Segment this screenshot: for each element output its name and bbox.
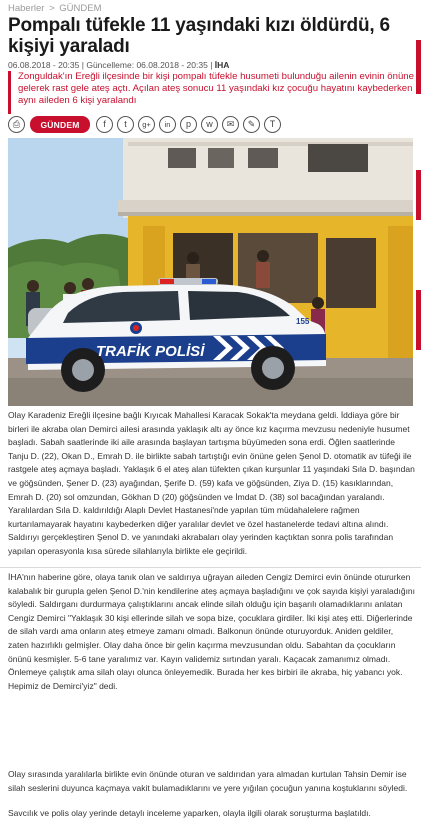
breadcrumb-category-link[interactable]: GÜNDEM xyxy=(59,3,102,14)
meta-separator: | xyxy=(210,60,213,70)
breadcrumb-home-link[interactable]: Haberler xyxy=(8,3,45,14)
article-meta xyxy=(8,60,229,70)
email-icon[interactable]: ✉ xyxy=(222,116,239,133)
twitter-icon[interactable]: t xyxy=(117,116,134,133)
comment-icon[interactable]: ✎ xyxy=(243,116,260,133)
updated-date: 06.08.2018 - 20:35 xyxy=(136,60,208,70)
police-car-number: 155 xyxy=(296,317,310,326)
pinterest-icon[interactable]: p xyxy=(180,116,197,133)
meta-separator: | xyxy=(81,60,84,70)
side-ad-strip[interactable] xyxy=(416,40,421,94)
article-photo xyxy=(8,138,413,406)
category-badge[interactable]: GÜNDEM xyxy=(30,116,90,133)
side-ad-strip[interactable] xyxy=(416,170,421,220)
breadcrumb xyxy=(8,3,102,14)
published-date: 06.08.2018 - 20:35 xyxy=(8,60,80,70)
breadcrumb-separator: > xyxy=(49,3,55,14)
side-ad-strip[interactable] xyxy=(416,290,421,350)
article-paragraph: Olay Karadeniz Ereğli ilçesine bağlı Kıyıcak Mahallesi Karacak Sokak'ta meydana geldi. İddiaya göre bir birleri ile akraba olan Demirci ailesi arasında yaklaşık altı ay önce kız kaçırma mevzusu nedeniyle husumet başladı. Sabah saatlerinde iki aile arasında başlayan tartışma büyümeden sona erdi. Öğlen saatlerinde Tanju D. (22), Okan D., Emrah D. ile birlikte sabah tartıştığı evin önüne gelen Şenol D. otomatik av tüfeği ile rastgele ateş açmaya başladı. Yaklaşık 6 el ateş alan tüfekten çıkan kurşunlar 11 yaşındaki Sıla D. başından ve göğsünden, Şener D. (23) ayağından, Şerife D. (59) kafa ve göğsünden, Ziya D. (15) kasıklarından, Emrah D. (20) sol omzundan, Gökhan D (20) göğsünden ve İmdat D. (38) sol bacağından yaralandı. Yaralılardan Sıla D. kaldırıldığı Alaplı Devlet Hastanesi'nde yapılan tüm müdahalelere rağmen kurtarılamayarak hayatını kaybederken diğer yaralılar devlet ve özel hastanelerde tedavi altına alındı. Saldırıyı gerçekleştiren Şenol D. ve yanındaki akrabaları olay yerinden kaçtıktan sonra polis tarafından yapılan operasyonla kısa sürede silahlarıyla birlikte ele geçirildi. xyxy=(8,410,415,556)
updated-label: Güncelleme: xyxy=(86,60,135,70)
google-plus-icon[interactable]: g+ xyxy=(138,116,155,133)
facebook-icon[interactable]: f xyxy=(96,116,113,133)
article-paragraph: İHA'nın haberine göre, olaya tanık olan ve saldırıya uğrayan aileden Cengiz Demirci evin önünde otururken kalabalık bir gurupla gelen Şenol D.'nin kendilerine ateş açmaya başladığını ve çok sayıda kişiyi yaraladığını söyledi. Saldırganı durdurmaya çalıştıklarını ancak elinde silah olduğu için başarılı olamadıklarını anlatan Cengiz Demirci "Yaklaşık 30 kişi ellerinde silah ve sopa bize, çocuklara girdiler. İki kişi ateş etti. Diğerlerinde de silah vardı ama onların ateş etmeye zamanı olmadı. Balkonun önünde oturuyorduk. Aniden geldiler, zaten hazırlıklı gelmişler. Olay daha önce bir gelin kaçırma mevzusundan oldu. Sabahtan da çocukların önünü kesmişler. 5-6 tane yaralımız var. Kayın validemiz sırtından yaralı. Kaçacak zamanımız olmadı. Önlemeye çalıştık ama silah olayı olunca önleyemedik. Burada her kes birbiri ile akraba, hiç yabancı yok. Hepimiz de Demirci'yiz" dedi. xyxy=(8,572,416,691)
article-paragraph: Savcılık ve polis olay yerinde detaylı inceleme yaparken, olayla ilgili olarak soruşturma başlatıldı. xyxy=(8,808,371,818)
source-name: İHA xyxy=(214,60,230,70)
print-icon[interactable]: ⎙ xyxy=(8,116,25,133)
linkedin-icon[interactable]: in xyxy=(159,116,176,133)
article-title: Pompalı tüfekle 11 yaşındaki kızı öldürdü, 6 kişiyi yaraladı xyxy=(8,15,390,57)
article-summary: Zonguldak'ın Ereğli ilçesinde bir kişi pompalı tüfekle husumeti bulunduğu ailenin evinin önüne gelerek rast gele ateş açtı. Açılan ateş sonucu 11 yaşındaki kız çocuğu hayatını kaybederken aynı aileden 6 kişi yaralandı xyxy=(8,71,420,114)
whatsapp-icon[interactable]: w xyxy=(201,116,218,133)
font-size-icon[interactable]: T xyxy=(264,116,281,133)
section-divider xyxy=(0,567,421,568)
photo-police-car-scene xyxy=(8,138,413,406)
article-paragraph: Olay sırasında yaralılarla birlikte evin önünde oturan ve saldırıdan yara almadan kurtulan Tahsin Demir ise silah seslerini duyunca kaçmaya vakit bulamadıklarını ve yere yığılan çocuğun yanına koştuklarını söyledi. xyxy=(8,769,408,793)
police-car-sign: TRAFİK POLİSİ xyxy=(96,343,205,360)
share-toolbar xyxy=(8,116,420,134)
